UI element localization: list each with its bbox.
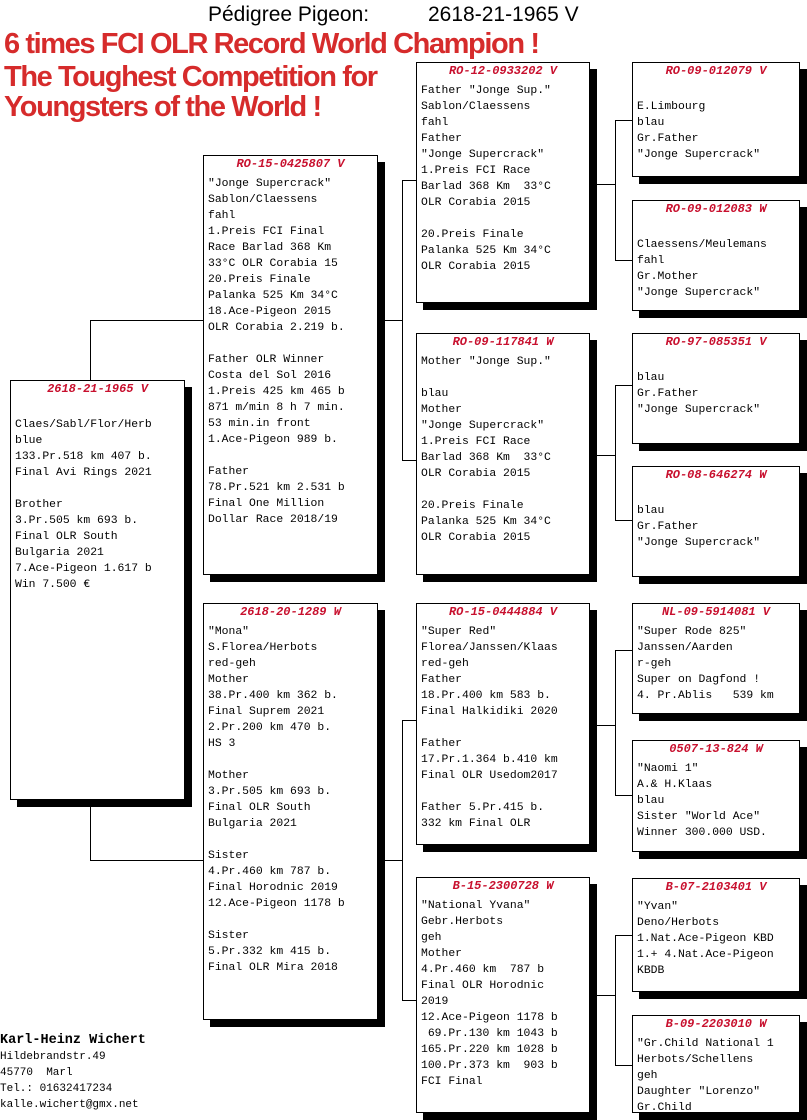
detail-line: Barlad 368 Km 33°C [421, 452, 551, 464]
pigeon-details [204, 172, 377, 528]
detail-line: Father 5.Pr.415 b. [421, 802, 545, 814]
pigeon-card-fm-mother [632, 466, 800, 577]
ring-number: B-07-2103401 V [665, 880, 767, 894]
headline-line-3: Youngsters of the World ! [4, 91, 321, 123]
detail-line: Final One Million [208, 498, 325, 510]
detail-line: Gr.Father [637, 388, 699, 400]
connector [615, 935, 632, 936]
detail-line: Herbots/Schellens [637, 1054, 754, 1066]
detail-line: Gr.Father [637, 521, 699, 533]
detail-line: fahl [208, 210, 236, 222]
detail-line: 133.Pr.518 km 407 b. [15, 451, 152, 463]
detail-line: red-geh [208, 658, 256, 670]
detail-line: Gr.Father [637, 133, 699, 145]
ring-number: B-15-2300728 W [452, 879, 554, 893]
detail-line: 1.+ 4.Nat.Ace-Pigeon [637, 949, 774, 961]
detail-line: Father [208, 466, 250, 478]
connector [615, 650, 616, 795]
detail-line: 1.Preis FCI Race [421, 436, 531, 448]
detail-line: "Jonge Supercrack" [637, 287, 761, 299]
pigeon-details [417, 620, 589, 832]
headline-line-1: 6 times FCI OLR Record World Champion ! [4, 28, 539, 60]
detail-line: blau [637, 117, 665, 129]
detail-line: Barlad 368 Km 33°C [421, 181, 551, 193]
detail-line: Final Avi Rings 2021 [15, 467, 152, 479]
detail-line: Mother [421, 404, 463, 416]
detail-line [421, 370, 589, 386]
detail-line [208, 336, 377, 352]
pigeon-details [204, 620, 377, 976]
pigeon-card-mf-mother [632, 740, 800, 852]
detail-line: FCI Final [421, 1076, 483, 1088]
detail-line: 20.Preis Finale [421, 229, 524, 241]
detail-line: "National Yvana" [421, 900, 531, 912]
detail-line: Final OLR Usedom2017 [421, 770, 558, 782]
connector [90, 800, 91, 860]
detail-line: "Jonge Supercrack" [637, 149, 761, 161]
detail-line: Gebr.Herbots [421, 916, 504, 928]
ring-number: RO-12-0933202 V [448, 64, 558, 78]
detail-line: Mother [208, 770, 250, 782]
ring-number: RO-97-085351 V [665, 335, 767, 349]
detail-line: Brother [15, 499, 63, 511]
detail-line: "Jonge Supercrack" [637, 404, 761, 416]
detail-line: Father OLR Winner [208, 354, 325, 366]
detail-line: 17.Pr.1.364 b.410 km [421, 754, 558, 766]
ring-number: RO-15-0444884 V [448, 605, 558, 619]
detail-line: Janssen/Aarden [637, 642, 733, 654]
detail-line: Final Halkidiki 2020 [421, 706, 558, 718]
detail-line: OLR Corabia 2015 [421, 261, 531, 273]
ring-number: RO-09-012079 V [665, 64, 767, 78]
detail-line: r-geh [637, 658, 672, 670]
detail-line: blau [637, 372, 665, 384]
detail-line: 2019 [421, 996, 449, 1008]
ring-number: B-09-2203010 W [665, 1017, 767, 1031]
detail-line: "Mona" [208, 626, 250, 638]
breeder-name: Karl-Heinz Wichert [0, 1033, 146, 1048]
detail-line: "Jonge Supercrack" [421, 420, 545, 432]
detail-line: 18.Ace-Pigeon 2015 [208, 306, 332, 318]
ring-number: 0507-13-824 W [669, 742, 763, 756]
detail-line: Final OLR Horodnic [421, 980, 545, 992]
detail-line: "Gr.Child National 1 [637, 1038, 774, 1050]
detail-line: 69.Pr.130 km 1043 b [421, 1028, 558, 1040]
breeder-street: Hildebrandstr.49 [0, 1051, 106, 1063]
connector [402, 180, 416, 181]
headline-line-2: The Toughest Competition for [4, 61, 377, 93]
detail-line: Gr.Child [637, 1102, 692, 1114]
detail-line: 12.Ace-Pigeon 1178 b [208, 898, 345, 910]
detail-line: Costa del Sol 2016 [208, 370, 332, 382]
detail-line [208, 832, 377, 848]
connector [378, 320, 403, 321]
detail-line: Final OLR South [208, 802, 311, 814]
pigeon-card-father-mother [416, 333, 590, 575]
detail-line: 53 min.in front [208, 418, 311, 430]
detail-line: Mother [208, 674, 250, 686]
detail-line: Sister [208, 930, 250, 942]
detail-line [421, 720, 589, 736]
detail-line: Sablon/Claessens [421, 101, 531, 113]
ring-number: RO-09-012083 W [665, 202, 767, 216]
detail-line: blau [637, 505, 665, 517]
pigeon-details [633, 483, 799, 551]
pigeon-details [633, 79, 799, 163]
detail-line: 20.Preis Finale [421, 500, 524, 512]
detail-line: E.Limbourg [637, 101, 706, 113]
pigeon-card-ff-mother [632, 200, 800, 311]
detail-line: 38.Pr.400 km 362 b. [208, 690, 338, 702]
detail-line: "Jonge Supercrack" [421, 149, 545, 161]
breeder-city: 45770 Marl [0, 1067, 73, 1079]
detail-line: 1.Preis FCI Race [421, 165, 531, 177]
connector [402, 180, 403, 460]
detail-line: Claessens/Meulemans [637, 239, 767, 251]
detail-line: 33°C OLR Corabia 15 [208, 258, 338, 270]
detail-line: Palanka 525 Km 34°C [421, 245, 551, 257]
ring-number: RO-08-646274 W [665, 468, 767, 482]
detail-line [15, 401, 184, 417]
detail-line: KBDB [637, 965, 665, 977]
pedigree-header [0, 0, 807, 30]
detail-line: Father [421, 133, 463, 145]
detail-line: 871 m/min 8 h 7 min. [208, 402, 345, 414]
detail-line [208, 448, 377, 464]
connector [615, 260, 632, 261]
pigeon-card-subject [10, 380, 185, 800]
detail-line: Final Suprem 2021 [208, 706, 325, 718]
detail-line: HS 3 [208, 738, 236, 750]
detail-line: Claes/Sabl/Flor/Herb [15, 419, 152, 431]
detail-line: "Super Rode 825" [637, 626, 747, 638]
detail-line: Florea/Janssen/Klaas [421, 642, 558, 654]
detail-line: 165.Pr.220 km 1028 b [421, 1044, 558, 1056]
detail-line: Father "Jonge Sup." [421, 85, 551, 97]
detail-line: Mother "Jonge Sup." [421, 356, 551, 368]
connector [615, 795, 632, 796]
detail-line: 4.Pr.460 km 787 b. [208, 866, 332, 878]
detail-line: Super on Dagfond ! [637, 674, 761, 686]
detail-line: Palanka 525 Km 34°C [421, 516, 551, 528]
detail-line: "Super Red" [421, 626, 497, 638]
connector [402, 720, 416, 721]
connector [90, 860, 203, 861]
connector [615, 1065, 632, 1066]
pedigree-ring-number: 2618-21-1965 V [428, 3, 579, 26]
detail-line [421, 482, 589, 498]
detail-line: 4.Pr.460 km 787 b [421, 964, 545, 976]
breeder-info [0, 1033, 230, 1113]
detail-line [15, 481, 184, 497]
connector [90, 320, 203, 321]
detail-line: Bulgaria 2021 [15, 547, 104, 559]
connector [615, 120, 616, 260]
pigeon-details [417, 894, 589, 1090]
pigeon-card-father [203, 155, 378, 575]
detail-line: fahl [421, 117, 449, 129]
ring-number: RO-15-0425807 V [236, 157, 345, 171]
connector [90, 320, 91, 380]
detail-line: Deno/Herbots [637, 917, 720, 929]
pigeon-details [633, 895, 799, 979]
connector [590, 725, 615, 726]
detail-line: Race Barlad 368 Km [208, 242, 332, 254]
detail-line: Final OLR South [15, 531, 118, 543]
detail-line: Father [421, 738, 463, 750]
detail-line: Sablon/Claessens [208, 194, 318, 206]
detail-line [421, 784, 589, 800]
detail-line: blau [421, 388, 449, 400]
detail-line: blue [15, 435, 43, 447]
detail-line: "Jonge Supercrack" [637, 537, 761, 549]
detail-line: Gr.Mother [637, 271, 699, 283]
pigeon-details [633, 1032, 799, 1116]
detail-line: 20.Preis Finale [208, 274, 311, 286]
pigeon-card-mm-mother [632, 1015, 800, 1113]
detail-line: Father [421, 674, 463, 686]
connector [402, 720, 403, 1000]
pigeon-card-father-father [416, 62, 590, 303]
detail-line: 78.Pr.521 km 2.531 b [208, 482, 345, 494]
pigeon-card-mm-father [632, 878, 800, 992]
pigeon-details [417, 79, 589, 275]
detail-line [421, 211, 589, 227]
pigeon-details [633, 217, 799, 301]
detail-line: Win 7.500 € [15, 579, 91, 591]
detail-line [637, 221, 799, 237]
pigeon-details [633, 757, 799, 841]
detail-line: 100.Pr.373 km 903 b [421, 1060, 558, 1072]
breeder-phone: Tel.: 01632417234 [0, 1083, 113, 1095]
detail-line: blau [637, 795, 665, 807]
detail-line: Mother [421, 948, 463, 960]
detail-line [637, 354, 799, 370]
detail-line: "Yvan" [637, 901, 679, 913]
detail-line: 5.Pr.332 km 415 b. [208, 946, 332, 958]
pigeon-card-mf-father [632, 603, 800, 714]
ring-number: NL-09-5914081 V [661, 605, 771, 619]
detail-line: OLR Corabia 2.219 b. [208, 322, 345, 334]
pigeon-card-fm-father [632, 333, 800, 444]
detail-line: A.& H.Klaas [637, 779, 713, 791]
detail-line: 18.Pr.400 km 583 b. [421, 690, 551, 702]
connector [590, 455, 615, 456]
detail-line: fahl [637, 255, 665, 267]
connector [402, 460, 416, 461]
connector [615, 385, 632, 386]
connector [615, 520, 632, 521]
connector [615, 120, 632, 121]
detail-line: Bulgaria 2021 [208, 818, 297, 830]
pedigree-label: Pédigree Pigeon: [208, 3, 370, 26]
pigeon-card-mother-mother [416, 877, 590, 1113]
connector [378, 860, 403, 861]
detail-line: Sister "World Ace" [637, 811, 761, 823]
detail-line: Final OLR Mira 2018 [208, 962, 338, 974]
detail-line: Palanka 525 Km 34°C [208, 290, 338, 302]
detail-line: S.Florea/Herbots [208, 642, 318, 654]
pigeon-details [11, 397, 184, 593]
pigeon-details [633, 350, 799, 418]
detail-line: 7.Ace-Pigeon 1.617 b [15, 563, 152, 575]
detail-line [637, 83, 799, 99]
connector [590, 995, 615, 996]
detail-line: 12.Ace-Pigeon 1178 b [421, 1012, 558, 1024]
detail-line: Final Horodnic 2019 [208, 882, 338, 894]
connector [615, 650, 632, 651]
detail-line: 1.Preis FCI Final [208, 226, 325, 238]
pigeon-card-mother [203, 603, 378, 1020]
detail-line [637, 487, 799, 503]
detail-line: red-geh [421, 658, 469, 670]
ring-number: 2618-20-1289 W [240, 605, 341, 619]
connector [402, 1000, 416, 1001]
pigeon-card-mother-father [416, 603, 590, 845]
detail-line: 3.Pr.505 km 693 b. [208, 786, 332, 798]
connector [615, 385, 616, 520]
ring-number: RO-09-117841 W [452, 335, 554, 349]
detail-line: 2.Pr.200 km 470 b. [208, 722, 332, 734]
detail-line: OLR Corabia 2015 [421, 197, 531, 209]
detail-line: 1.Preis 425 km 465 b [208, 386, 345, 398]
pigeon-details [417, 350, 589, 546]
detail-line: OLR Corabia 2015 [421, 468, 531, 480]
detail-line: 332 km Final OLR [421, 818, 531, 830]
detail-line: OLR Corabia 2015 [421, 532, 531, 544]
pigeon-details [633, 620, 799, 704]
pigeon-card-ff-father [632, 62, 800, 177]
detail-line: 4. Pr.Ablis 539 km [637, 690, 774, 702]
connector [615, 935, 616, 1065]
detail-line [208, 752, 377, 768]
detail-line: geh [637, 1070, 658, 1082]
detail-line: Sister [208, 850, 250, 862]
detail-line [208, 912, 377, 928]
detail-line: 1.Ace-Pigeon 989 b. [208, 434, 338, 446]
ring-number: 2618-21-1965 V [47, 382, 148, 396]
detail-line: "Naomi 1" [637, 763, 699, 775]
detail-line: geh [421, 932, 442, 944]
detail-line: Daughter "Lorenzo" [637, 1086, 761, 1098]
detail-line: 3.Pr.505 km 693 b. [15, 515, 139, 527]
detail-line: "Jonge Supercrack" [208, 178, 332, 190]
breeder-email[interactable]: kalle.wichert@gmx.net [0, 1099, 139, 1111]
detail-line: Winner 300.000 USD. [637, 827, 767, 839]
connector [590, 184, 615, 185]
detail-line: Dollar Race 2018/19 [208, 514, 338, 526]
detail-line: 1.Nat.Ace-Pigeon KBD [637, 933, 774, 945]
